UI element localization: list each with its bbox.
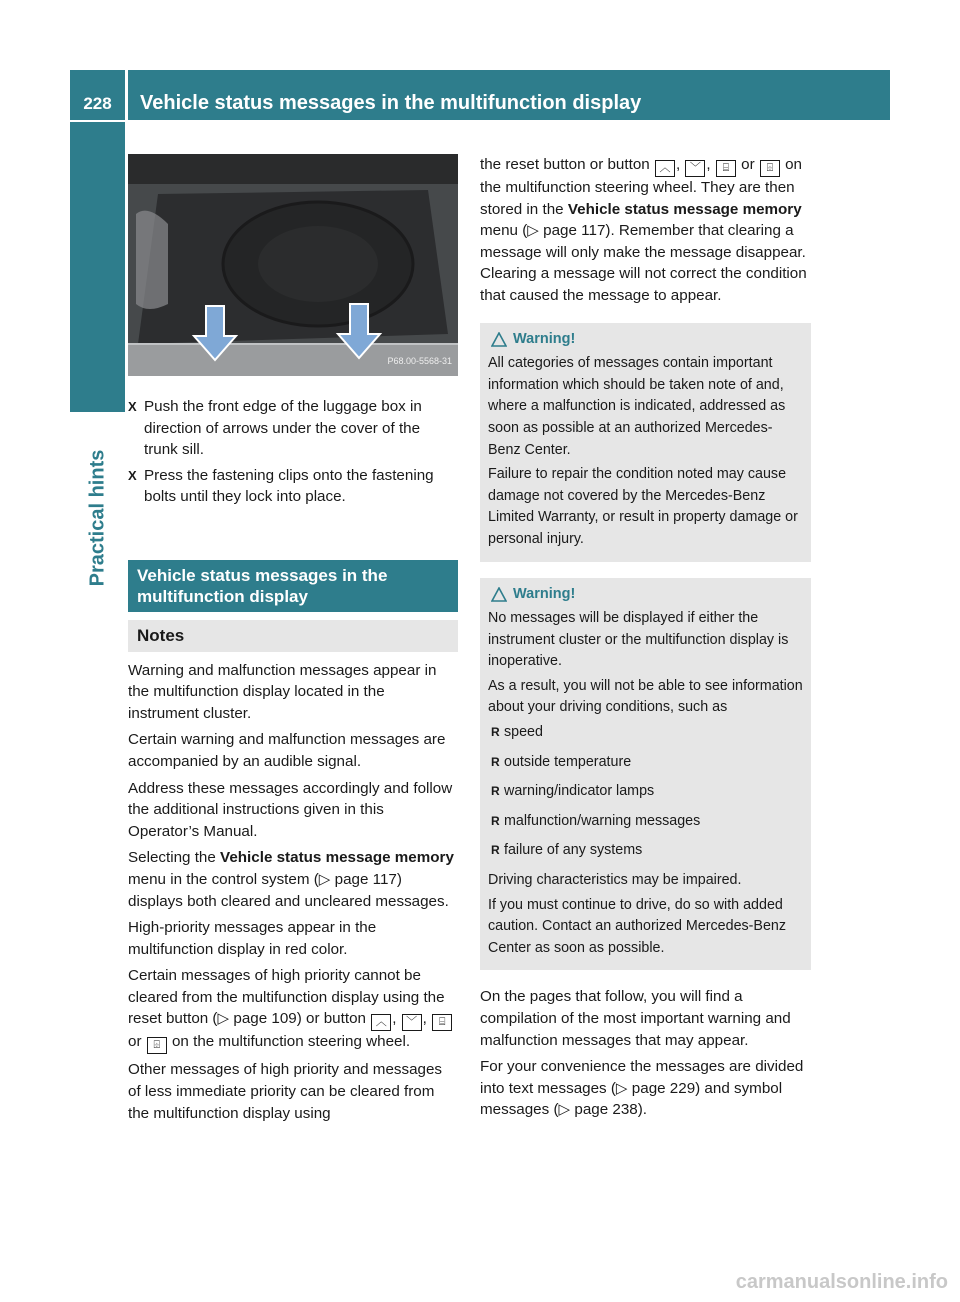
menu-name: Vehicle status message memory (567, 200, 802, 218)
bullet-icon: R (491, 754, 500, 769)
warning-text: If you must continue to drive, do so with added caution. Contact an authorized Mercedes-Benz Center as soon as possible. (488, 896, 787, 956)
section-heading: Vehicle status messages in the multifunction display (128, 560, 458, 612)
left-column (128, 154, 458, 1129)
paragraph: Other messages of high priority and messages of less immediate priority can be cleared from the multifunction display using (128, 1061, 443, 1122)
chapter-label (70, 413, 125, 623)
warning-triangle-icon (491, 332, 507, 347)
list-item: R warning/indicator lamps (488, 781, 803, 803)
paragraph: Certain warning and malfunction messages are accompanied by an audible signal. (128, 731, 446, 770)
right-column (480, 154, 811, 1126)
phone-end-icon: ⌹ (147, 1037, 167, 1054)
bullet-icon: R (491, 813, 500, 828)
menu-name: Vehicle status message memory (220, 849, 454, 867)
paragraph: the reset button or button ︿ , ﹀ , ⌸ or ⌹ on the multifunction steering wheel. They are then stored in the Vehicle status message memory menu (▷ page 117). Remember that clearing a message will only make the message disappear. Clearing a message will not correct the condition that caused the message to appear. (480, 156, 807, 304)
step-marker-icon: X (128, 467, 137, 483)
warning-text: No messages will be displayed if either the instrument cluster or the multifunction display is inoperative. (488, 610, 789, 670)
phone-answer-icon: ⌸ (716, 160, 736, 177)
page-number: 228 (83, 94, 112, 113)
chapter-label-text: Practical hints (86, 449, 108, 587)
warning-text: Driving characteristics may be impaired. (488, 872, 742, 889)
paragraph: For your convenience the messages are divided into text messages (▷ page 229) and symbol messages (▷ page 238). (480, 1058, 804, 1119)
paragraph: Selecting the Vehicle status message memory menu in the control system (▷ page 117) displays both cleared and uncleared messages. (128, 849, 454, 910)
list-item: R outside temperature (488, 752, 803, 774)
figure-code: P68.00-5568-31 (387, 356, 452, 367)
warning-title: Warning! (488, 584, 803, 606)
luggage-box-photo (128, 154, 458, 376)
list-item: R failure of any systems (488, 840, 803, 862)
paragraph: Address these messages accordingly and follow the additional instructions given in this Operator’s Manual. (128, 779, 453, 840)
header-divider (125, 70, 128, 120)
warning-box (480, 323, 811, 562)
page-title: Vehicle status messages in the multifunction display (140, 92, 642, 114)
step-marker-icon: X (128, 399, 137, 414)
phone-answer-icon: ⌸ (432, 1014, 452, 1031)
paragraph: Certain messages of high priority cannot be cleared from the multifunction display using the reset button (▷ page 109) or button ︿ , ﹀ , ⌸ or ⌹ on the multifunction steering wheel. (128, 965, 458, 1054)
instruction-step (128, 465, 458, 508)
paragraph: On the pages that follow, you will find a compilation of the most important warning and malfunction messages that may appear. (480, 988, 791, 1049)
subsection-heading: Notes (128, 620, 458, 652)
warning-text: As a result, you will not be able to see information about your driving conditions, such as (488, 677, 803, 716)
warning-text: All categories of messages contain important information which should be taken note of and, where a malfunction is indicated, addressed as soon as possible at an authorized Mercedes-Benz Center. (488, 355, 786, 458)
warning-triangle-icon (491, 587, 507, 602)
warning-text: Failure to repair the condition noted may cause damage not covered by the Mercedes-Benz Limited Warranty, or result in property damage or personal injury. (488, 466, 798, 547)
list-item: R speed (488, 722, 803, 744)
instruction-step (128, 396, 458, 461)
step-text: Push the front edge of the luggage box in direction of arrows under the cover of the trunk sill. (144, 398, 422, 459)
down-button-icon: ﹀ (685, 160, 705, 177)
bullet-icon: R (491, 843, 500, 858)
list-item: R malfunction/warning messages (488, 811, 803, 833)
watermark: carmanualsonline.info (735, 1271, 948, 1293)
paragraph: High-priority messages appear in the multifunction display in red color. (128, 919, 377, 958)
chapter-tab (70, 122, 125, 412)
down-button-icon: ﹀ (402, 1014, 422, 1031)
up-button-icon: ︿ (371, 1014, 391, 1031)
bullet-icon: R (491, 784, 500, 799)
warning-title: Warning! (488, 329, 803, 351)
bullet-icon: R (491, 725, 500, 740)
paragraph: Warning and malfunction messages appear in the multifunction display located in the instrument cluster. (128, 661, 437, 722)
up-button-icon: ︿ (655, 160, 675, 177)
warning-box (480, 578, 811, 971)
phone-end-icon: ⌹ (760, 160, 780, 177)
step-text: Press the fastening clips onto the fastening bolts until they lock into place. (144, 466, 434, 506)
trunk-illustration (128, 154, 458, 376)
